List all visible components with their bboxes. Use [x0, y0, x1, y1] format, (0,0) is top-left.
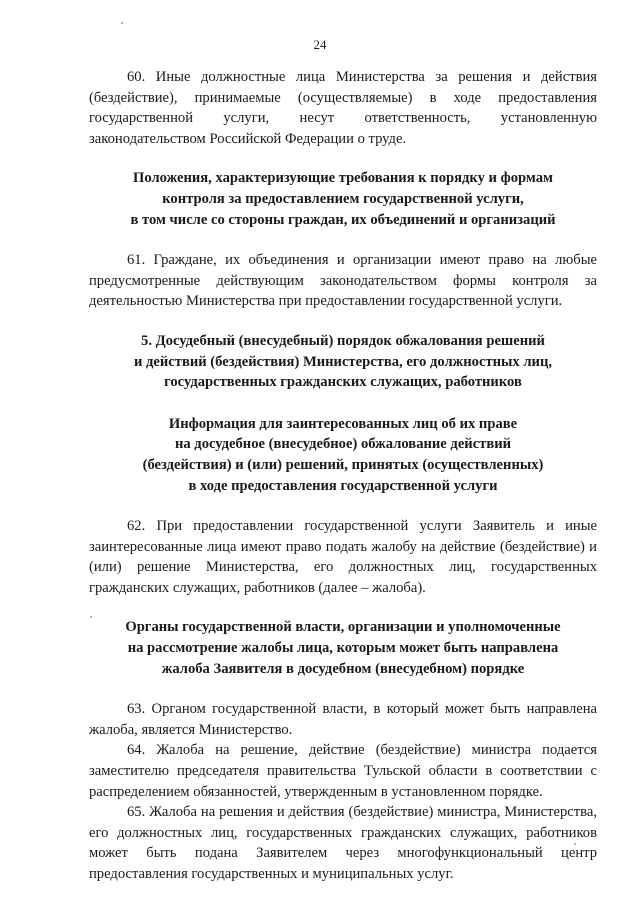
- section-heading-information: [89, 414, 597, 496]
- heading-line: на досудебное (внесудебное) обжалование действий: [174, 436, 512, 453]
- paragraph-61: 61. Граждане, их объединения и организации имеют право на любые предусмотренные действующим законодательством формы контроля за деятельностью Министерства при предоставлении государственной услуги.: [89, 252, 597, 310]
- heading-line: контроля за предоставлением государственной услуги,: [162, 190, 524, 207]
- heading-line: в ходе предоставления государственной услуги: [188, 477, 498, 494]
- section-heading-control: [89, 168, 597, 230]
- heading-line: жалоба Заявителя в досудебном (внесудебном) порядке: [161, 660, 525, 677]
- heading-line: 5. Досудебный (внесудебный) порядок обжалования решений: [141, 332, 545, 349]
- paragraph-60: 60. Иные должностные лица Министерства за решения и действия (бездействие), принимаемые (осуществляемые) в ходе предоставления государственной услуги, несут ответственность, установленную законодательством Российской Федерации о труде.: [89, 69, 597, 147]
- scan-speck: [574, 843, 576, 845]
- paragraph-63: 63. Органом государственной власти, в который может быть направлена жалоба, является Министерство.: [89, 701, 597, 738]
- heading-line: государственных гражданских служащих, работников: [164, 374, 522, 391]
- scan-speck: [90, 616, 92, 618]
- heading-line: Органы государственной власти, организации и уполномоченные: [125, 619, 561, 636]
- section-heading-5: [89, 331, 597, 393]
- page-number: 24: [313, 37, 327, 52]
- scan-speck: [121, 22, 123, 24]
- heading-line: Положения, характеризующие требования к порядку и формам: [133, 170, 553, 187]
- heading-line: и действий (бездействия) Министерства, его должностных лиц,: [133, 353, 553, 370]
- heading-line: на рассмотрение жалобы лица, которым может быть направлена: [127, 640, 559, 657]
- heading-line: Информация для заинтересованных лиц об их праве: [168, 415, 518, 432]
- paragraph-65: 65. Жалоба на решения и действия (бездействие) министра, Министерства, его должностных лиц, государственных гражданских служащих, работников может быть подана Заявителем через многофункциональный центр предоставления государственных и муниципальных услуг.: [89, 804, 597, 882]
- heading-line: (бездействия) и (или) решений, принятых (осуществленных): [142, 456, 544, 473]
- paragraph-62: 62. При предоставлении государственной услуги Заявитель и иные заинтересованные лица имеют право подать жалобу на действие (бездействие) и (или) решение Министерства, его должностных лиц, государственных гражданских служащих, работников (далее – жалоба).: [89, 518, 597, 596]
- section-heading-authorities: [89, 617, 597, 679]
- document-body: [89, 67, 597, 885]
- paragraph-64: 64. Жалоба на решение, действие (бездействие) министра подается заместителю председателя правительства Тульской области в соответствии с распределением обязанностей, утвержденным в установленном порядке.: [89, 742, 597, 800]
- heading-line: в том числе со стороны граждан, их объединений и организаций: [130, 211, 556, 228]
